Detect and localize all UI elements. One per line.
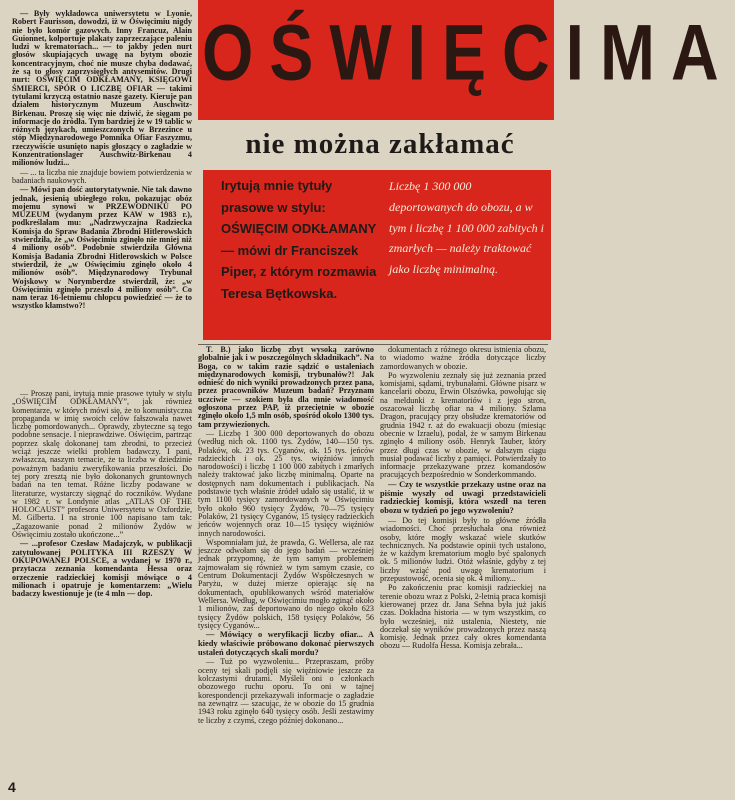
question: — Czy te wszystkie przekazy ustne oraz na piśmie wyszły od uwagi przedstawicieli radzieckiej komisji, która wszedł na teren obozu w tydzień po jego wyzwoleniu? [380, 479, 546, 516]
paragraph: — Liczbę 1 300 000 deportowanych do obozu (według nich ok. 1100 tys. Żydów, 140—150 tys. Polaków, ok. 23 tys. Cyganów, ok. 15 tys. jeńców radzieckich i ok. 25 tys. więźniów innych narodowości) i liczbę 1 100 000 zabitych i zmarłych należy traktować jako liczbę minimalną. Oparte na dostępnych nam dokumentach i publikacjach. Na podstawie tych właśnie źródeł udało się ustalić, iż w tym 1100 tysięcy zamordowanych w Oświęcimiu było około 960 tysięcy Żydów, 70—75 tysięcy Polaków, 21 tysięcy Cyganów, 15 tysięcy radzieckich jeńców wojennych oraz 10—15 tysięcy więźniów innych narodowości. [198, 428, 374, 538]
paragraph: — ...profesor Czesław Madajczyk, w publikacji zatytułowanej POLITYKA III RZESZY W OKUPOWANEJ POLSCE, a wydanej w 1970 r., przytacza zeznania komendanta Hessa oraz orzeczenie radzieckiej komisji mówiące o 4 milionach i opatruje je komentarzem: „Wielu badaczy kwestionuje je (te 4 mln — dop. [12, 539, 192, 599]
paragraph: — Mówi pan dość autorytatywnie. Nie tak dawno jednak, jesienią ubiegłego roku, pokazując obóz mojemu synowi w PRZEWODNIKU PO MUZEUM (wydanym przez KAW w 1983 r.), podkreślałam mu: „Nadrzwyczajna Radziecka Komisja do Spraw Badania Zbrodni Hitlerowskich stwierdziła, że „w Oświęcimiu zginęło nie mniej niż 4 miliony osób”. Podobnie stwierdziła Główna Komisja Badania Zbrodni Hitlerowskich w Polsce stwierdził, że „w Oświęcimiu zginęło około 4 milionów osób”. Międzynarodowy Trybunał Wojskowy w Norymberdze stwierdził, że: „w Oświęcimiu zginęło przeszło 4 miliony osób”. Co nam teraz 16-letniemu chłopcu powiedzieć — że to wszystko kłamstwo?! [12, 185, 192, 311]
page-subtitle: nie można zakłamać [245, 128, 515, 160]
right-column [380, 346, 546, 784]
intro-lead: Irytują mnie tytuły prasowe w stylu: OŚWIĘCIM ODKŁAMANY — mówi dr Franciszek Piper, z którym rozmawia Teresa Bętkowska. [221, 178, 377, 301]
paragraph: Po wyzwoleniu zeznały się już zeznania przed komisjami, sądami, trybunałami. Główne pisarz w kancelarii obozu, Erwin Olszówka, powołując się na meldunki z krematoriów i z jego stron, oszacował liczbę ofiar na 4 miliony. Szlama Dragon, pracujący przy obsłudze krematoriów od grudnia 1942 r. aż do ewakuacji obozu (miesiąc obecnie w Izraelu), podał, że w samym Birkenau zginęło 4 miliony osób. Henryk Tauber, który przez długi czas w obozie, w dalszym ciągu musiał podawać liczby z pamięci. Potwierdzały to informacje przekazywane przez komandosów pracujących bezpośrednio w Sonderkommando. [380, 370, 546, 480]
paragraph: — ... ta liczba nie znajduje bowiem potwierdzenia w badaniach naukowych. [12, 167, 192, 185]
paragraph: — Do tej komisji były to główne źródła wiadomości. Choć przesłuchała ona również osoby, które mogły wskazać wiele skutków technicznych. Na podstawie opinii tych ustalono, że w każdym krematorium mogło być spalonych ok. 5 milionów ludzi. Otóż właśnie, gdyby z tej liczby wziąć pod uwagę krematorium i przepustowość, ocenia się ok. 4 miliony... [380, 515, 546, 584]
paragraph: T. B.) jako liczbę zbyt wysoką zarówno globalnie jak i w poszczególnych składnikach”. Na Boga, co w takim razie sądzić o ustaleniach międzynarodowych komisji, trybunałów?! Jak odnieść do nich wyniki prowadzonych przez pana, przez pracowników Muzeum badań? Przyznam uczciwie — szokiem była dla mnie wiadomość ogłoszona przez PAP, iż przeciętnie w obozie zginęło około 1,5 mln osób, spośród około 1300 tys. tam przywiezionych. [198, 345, 374, 429]
middle-column [198, 346, 374, 784]
interview-intro-box [203, 170, 551, 340]
question: — Mówiący o weryfikacji liczby ofiar... A kiedy właściwie próbowano dokonać pierwszych ustaleń dotyczących skali mordu? [198, 630, 374, 657]
title-banner [198, 0, 735, 120]
paragraph: Po zakończeniu prac komisji radzieckiej na terenie obozu wraz z Polski, 2-letnią praca komisji kierowanej przez dr. Jana Sehna była już jakiś czas. Dokładna historia — w tym wszystkim, co było wcześniej, niż ustalenia, Niestety, nie doczekał się wyników prowadzonych przez naszą komisję. Jednak przez cały okres komendanta obozu — Rudolfa Hessa. Komisja zebrała... [380, 583, 546, 651]
paragraph: Wspomniałam już, że prawda, G. Wellersa, ale raz jeszcze odwołam się do jego badań — wcześniej jednak przypomnę, że tym samym problemem zajmowałam się również w tym samym czasie, co Centrum Dokumentacji Żydów Współczesnych w Paryżu, w dużej mierze opierając się na dokumentach, opublikowanych wśród materiałów Wellersa. Według, w Oświęcimiu mogło zginąć około 1 milionów, zaś deportowano do niego około 623 tysięcy Żydów polskich, 158 tysięcy Polaków, 56 tysięcy Cyganów... [198, 537, 374, 630]
paragraph: dokumentach z różnego okresu istnienia obozu, to wiadomo ważne źródła dotyczące liczby zamordowanych w obozie. [380, 345, 546, 371]
paragraph: — Proszę pani, irytują mnie prasowe tytuły w stylu „OŚWIĘCIM ODKŁAMANY”, jak również komentarze, w których mówi się, że to komunistyczna propaganda w imię swoich celów fałszowała nawet liczbę pomordowanych... Oprawdy, zbyteczne są tego podobne sensacje. I nieprawdziwe. Oświęcim, partrząc poprzez skalę dokonanej tam zbrodni, to przecież wciąż jeszcze wielki problem badawczy. I pani, zwłaszcza, naszym temacie, że ta liczba w dziedzinie poważnym badaniu zweryfikowania przeszłości. Do tej pory zresztą nie było dokonanych gruntownych badań na ten temat. Różne liczby podawane w literaturze, wystarczy sięgnąć do roczników. Wydane w 1982 r. w Londynie atlas „ATLAS OF THE HOLOCAUST” profesora Uniwersytetu w Oxfordzie, M. Gilberta. I na stronie 100 napisano tam tak: „Zagazowanie ponad 2 milionów Żydów w Oświęcimiu zostało ukończone...” [12, 389, 192, 540]
paragraph: — Były wykładowca uniwersytetu w Lyonie, Robert Faurisson, dowodzi, iż w Oświęcimiu nigdy nie było komór gazowych. Inny Francuz, Alain Guionnet, kolportuje plakaty zaprzeczające paleniu ludzi w krematoriach... — to jakby jeden nurt głosów skupiających uwagę na bytym obozie koncentracyjnym, choć nie musze chyba dodawać, że są to głosy zaprzysięgłych antysemitów. Drugi nurt: OŚWIĘCIM ODKŁAMANY, KSIĘGOWI ŚMIERCI, SPÓR O LICZBĘ OFIAR — takimi tytułami krzyczą ostatnio nasze gazety. Kieruje pan działem historycznym Muzeum Auschwitz-Birkenau. Proszę się więc nie dziwić, że sięgam po informacje do źródła. Tym bardziej że w 19 tablic w różnych językach, umieszczonych w Brzezince u stóp Międzynarodowego Pomnika Ofiar Faszyzmu, rzeczywiście usunięto napis głoszący o zagładzie w Konzentrationslager Auschwitz-Birkenau 4 milionów ludzi... [12, 9, 192, 168]
page-number: 4 [8, 779, 16, 795]
paragraph: — Tuż po wyzwoleniu... Przepraszam, próby oceny tej skali podjęli się więźniowie jeszcze za kolczastymi drutami. Myśleli oni o członkach obozowego ruchu oporu. To oni w tajnej korespondencji przekazywali informacje o zagładzie na zewnątrz — szacując, że w obozie do 15 grudnia 1943 roku zginęło 640 tysięcy osób. Jeśli zestawimy te liczby z czymś, czego później dokonano... [198, 657, 374, 725]
page-title: OŚWIĘCIMA [202, 7, 735, 97]
left-column-top [12, 10, 192, 387]
left-column-bottom [12, 390, 192, 725]
intro-pull-quote: Liczbę 1 300 000 deportowanych do obozu, a w tym i liczbę 1 100 000 zabitych i zmarłych — należy traktować jako liczbę minimalną. [389, 179, 544, 277]
